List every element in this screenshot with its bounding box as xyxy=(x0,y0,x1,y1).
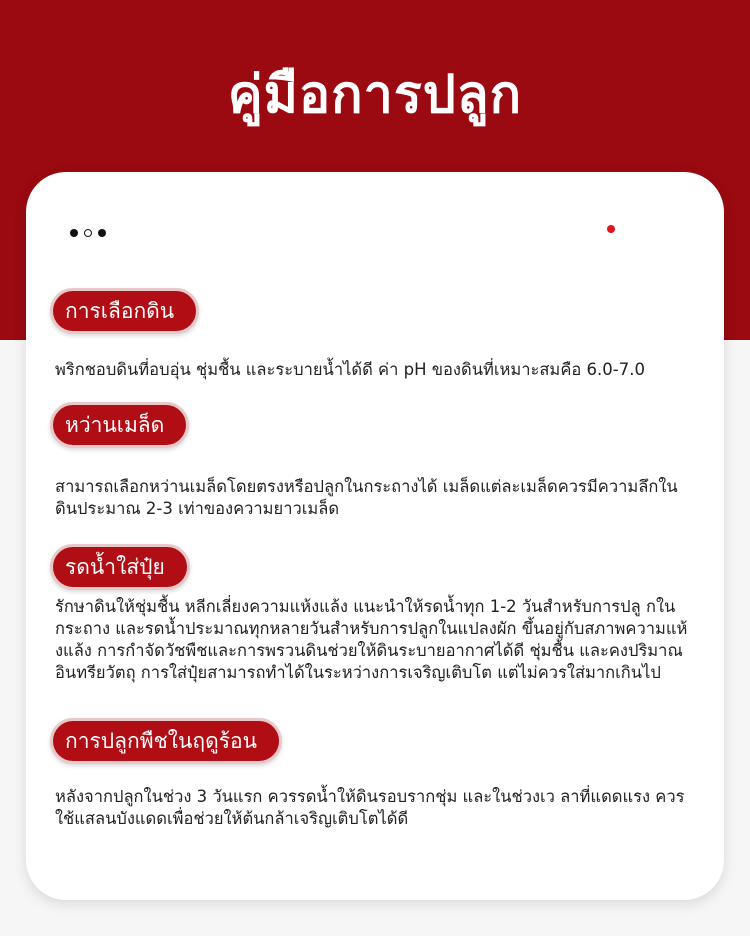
page-indicator xyxy=(70,229,106,237)
section-text-summer: หลังจากปลูกในช่วง 3 วันแรก ควรรดน้ำให้ดินรอบรากชุ่ม และในช่วงเว ลาที่แดดแรง ควรใช้แสลนบังแดดเพื่อช่วยให้ต้นกล้าเจริญเติบโตได้ดี xyxy=(55,787,685,828)
section-heading-watering: รดน้ำใส่ปุ๋ย xyxy=(50,544,190,590)
section-heading-soil: การเลือกดิน xyxy=(50,288,199,334)
section-text-sowing: สามารถเลือกหว่านเมล็ดโดยตรงหรือปลูกในกระถางได้ เมล็ดแต่ละเมล็ดควรมีความลึกในดินประมาณ 2-3 เท่าของความยาวเมล็ด xyxy=(55,477,678,518)
guide-card xyxy=(26,172,724,900)
section-heading-summer: การปลูกพืชในฤดูร้อน xyxy=(50,718,282,764)
dot-filled-icon xyxy=(70,229,78,237)
section-text-soil: พริกชอบดินที่อบอุ่น ชุ่มชื้น และระบายน้ำได้ดี ค่า pH ของดินที่เหมาะสมคือ 6.0-7.0 xyxy=(55,360,645,379)
dot-filled-icon xyxy=(98,229,106,237)
section-text-watering: รักษาดินให้ชุ่มชื้น หลีกเลี่ยงความแห้งแล้ง แนะนำให้รดน้ำทุก 1-2 วันสำหรับการปลู กในกระถาง และรดน้ำประมาณทุกหลายวันสำหรับการปลูกในแปลงผัก ขึ้นอยู่กับสภาพความแห้ งแล้ง การกำจัดวัชพืชและการพรวนดินช่วยให้ดินระบายอากาศได้ดี ชุ่มชื้น และคงปริมาณ อินทรียวัตถุ การใส่ปุ๋ยสามารถทำได้ในระหว่างการเจริญเติบโต แต่ไม่ควรใส่มากเกินไป xyxy=(55,597,688,682)
section-heading-sowing: หว่านเมล็ด xyxy=(50,402,189,448)
dot-hollow-icon xyxy=(84,229,92,237)
red-dot-icon xyxy=(607,225,615,233)
page-title: คู่มือการปลูก xyxy=(227,65,523,125)
